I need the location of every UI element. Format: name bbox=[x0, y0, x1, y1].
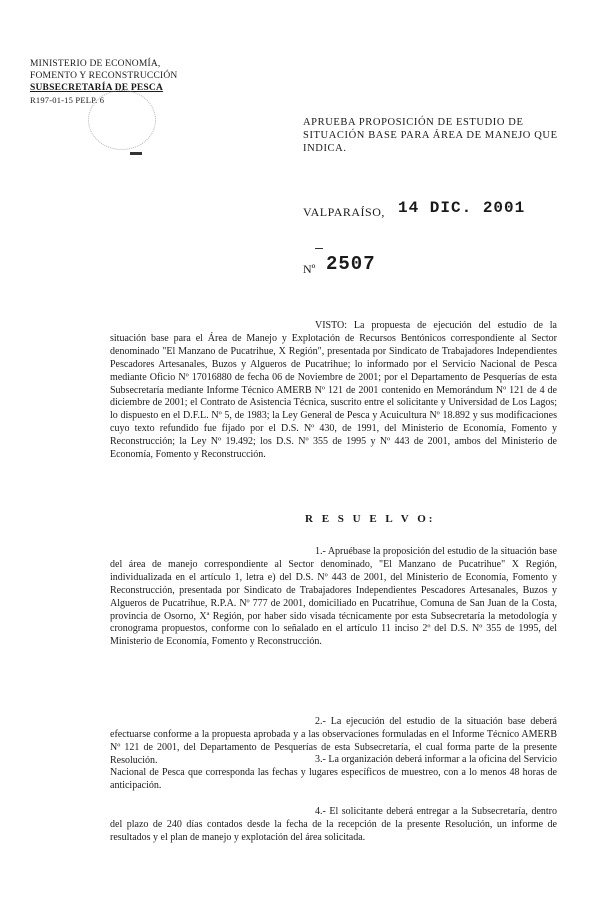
ministry-name-cont: FOMENTO Y RECONSTRUCCIÓN bbox=[30, 71, 178, 81]
resolution-number: 2507 bbox=[326, 253, 376, 275]
number-dash bbox=[315, 248, 323, 249]
resolution-article-1 bbox=[110, 546, 557, 649]
official-seal-stamp bbox=[88, 90, 156, 150]
ministry-name: MINISTERIO DE ECONOMÍA, bbox=[30, 59, 161, 69]
article-1-text: 1.- Apruébase la proposición del estudio de la situación base del área de manejo correspondiente al Sector denominado, "El Manzano de Pucatrihue" X Región, individualizada en el artículo 1, letra e) del D.S. Nº 443 de 2001, del Ministerio de Economía, Fomento y Reconstrucción, presentada por Sindicato de Trabajadores Independientes Pescadores Artesanales, Buzos y Algueros de Pucatrihue, R.P.A. Nº 777 de 2001, domiciliado en Pucatrihue, Comuna de San Juan de la Costa, provincia de Osorno, Xª Región, por haber sido visada técnicamente por esta Subsecretaría la metodología y cronograma propuestos, conforme con lo señalado en el artículo 11 inciso 2º del D.S. Nº 355 de 1995, del Ministerio de Economía, Fomento y Reconstrucción. bbox=[110, 546, 557, 648]
article-4-text: 4.- El solicitante deberá entregar a la Subsecretaría, dentro del plazo de 240 días contados desde la fecha de la recepción de la presente Resolución, un informe de resultados y el plan de manejo y explotación del área solicitada. bbox=[110, 806, 557, 843]
date-stamp: 14 DIC. 2001 bbox=[398, 199, 526, 217]
visto-text: VISTO: La propuesta de ejecución del estudio de la situación base para el Área de Manejo y Explotación de Recursos Bentónicos correspondiente al Sector denominado "El Manzano de Pucatrihue, X Región", presentada por Sindicato de Trabajadores Independientes Pescadores Artesanales, Buzos y Algueros de Pucatrihue; lo informado por el Servicio Nacional de Pesca mediante Oficio Nº 17016880 de fecha 06 de Noviembre de 2001; por el Departamento de Pesquerías de esta Subsecretaría mediante Informe Técnico AMERB Nº 121 de 2001 contenido en Memorándum Nº 121 de 4 de diciembre de 2001; el Contrato de Asistencia Técnica, suscrito entre el solicitante y Universidad de Los Lagos; lo dispuesto en el D.F.L. Nº 5, de 1983; la Ley General de Pesca y Acuicultura Nº 18.892 y sus modificaciones cuyo texto refundido fue fijado por el D.S. Nº 430, de 1991, del Ministerio de Economía, Fomento y Reconstrucción; la Ley Nº 19.492; los D.S. Nº 355 de 1995 y Nº 443 de 2001, ambos del Ministerio de Economía, Fomento y Reconstrucción. bbox=[110, 320, 557, 461]
resolution-article-4 bbox=[110, 806, 557, 845]
article-2-text: 2.- La ejecución del estudio de la situación base deberá efectuarse conforme a la propuesta aprobada y a las observaciones formuladas en el Informe Técnico AMERB Nº 121 de 2001, del Departamento de Pesquerías de esta Subsecretaría, el cual forma parte de la presente Resolución. bbox=[110, 716, 557, 766]
subsecretaria-name: SUBSECRETARÍA DE PESCA bbox=[30, 83, 164, 93]
document-subject: APRUEBA PROPOSICIÓN DE ESTUDIO DE SITUACIÓN BASE PARA ÁREA DE MANEJO QUE INDICA. bbox=[303, 117, 558, 154]
resolution-article-3 bbox=[110, 754, 557, 793]
resuelvo-heading: R E S U E L V O: bbox=[305, 513, 436, 525]
file-reference: R197-01-15 PELP. 6 bbox=[30, 95, 105, 105]
visto-paragraph bbox=[110, 320, 557, 462]
resolution-number-label: Nº bbox=[303, 262, 316, 276]
stamp-mark bbox=[130, 152, 142, 155]
article-3-text: 3.- La organización deberá informar a la oficina del Servicio Nacional de Pesca que corresponda las fechas y lugares específicos de muestreo, con a lo menos 48 horas de anticipación. bbox=[110, 754, 557, 791]
place-label: VALPARAÍSO, bbox=[303, 205, 385, 219]
